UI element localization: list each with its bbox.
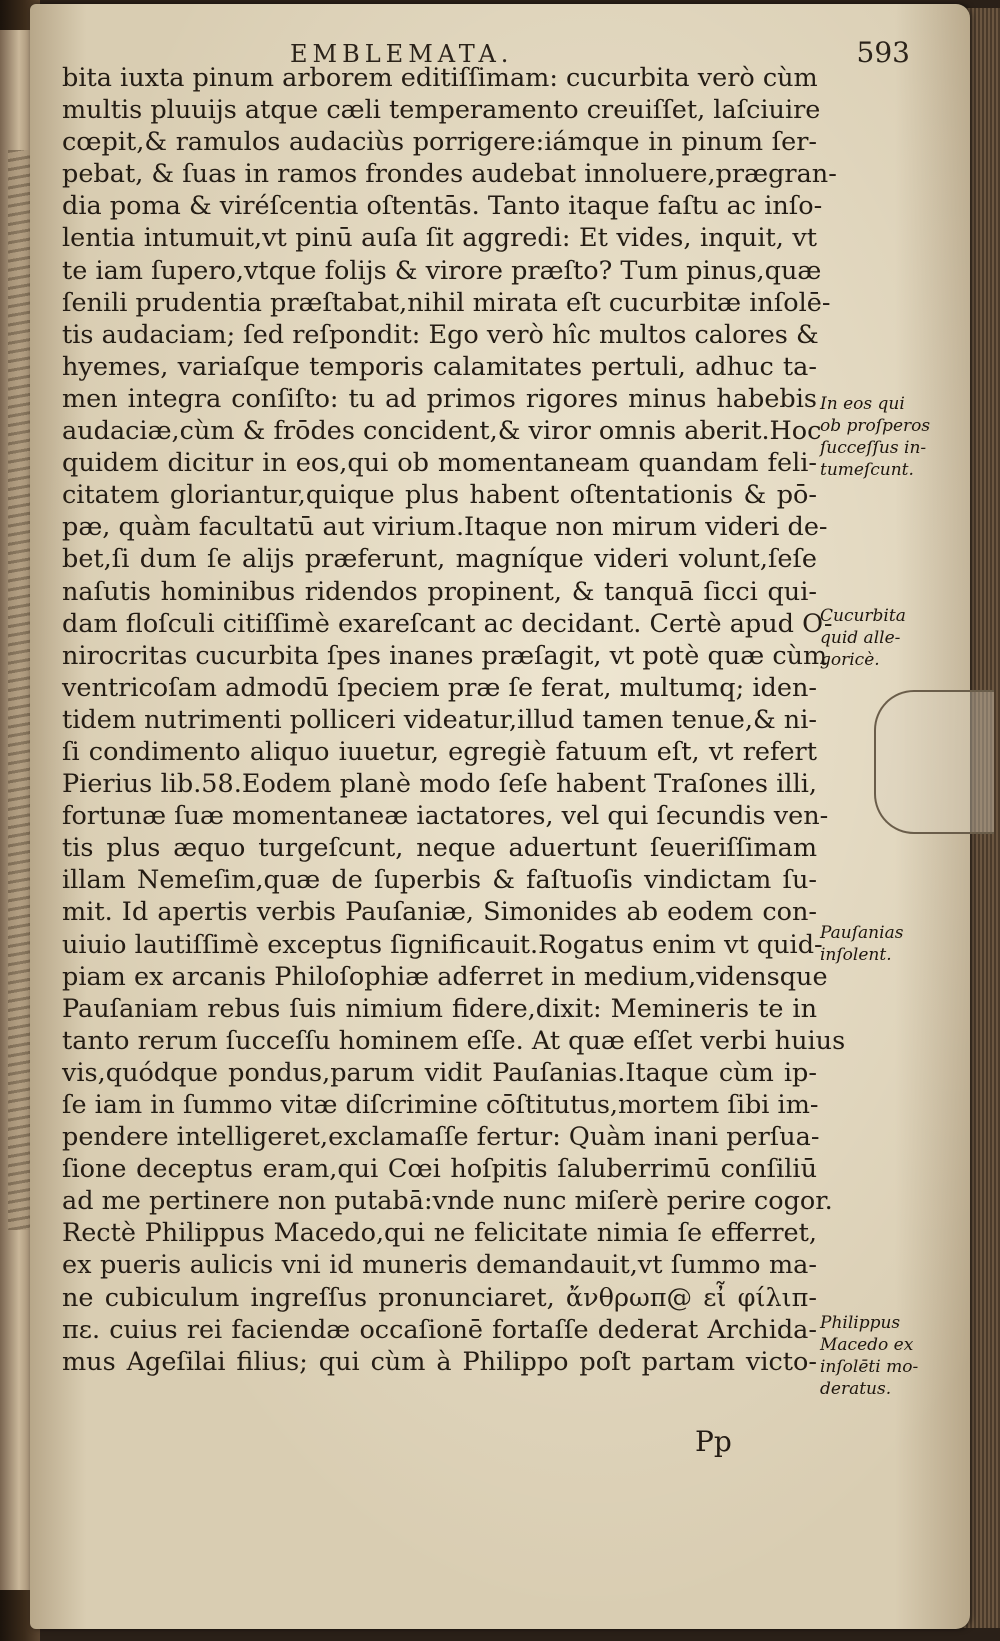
text-line: te iam ſupero,vtque folijs & virore præſto? Tum pinus,quæ (62, 255, 822, 286)
text-line: dia poma & viréſcentia oſtentās. Tanto itaque faſtu ac inſo- (62, 191, 823, 222)
text-line: lentia intumuit,vt pinū auſa ſit aggredi: Et vides, inquit, vt (62, 223, 817, 254)
text-line: mus Ageſilai filius; qui cùm à Philippo poſt partam victo- (62, 1346, 817, 1377)
text-line: ad me pertinere non putabā:vnde nunc miſerè perire cogor. (62, 1186, 833, 1217)
margin-note-line: inſolēti mo- (820, 1357, 919, 1377)
text-line: ſe iam in ſummo vitæ diſcrimine cōſtitutus,mortem ſibi im- (62, 1090, 819, 1120)
text-line: citatem gloriantur,quique plus habent oſtentationis & pō- (62, 480, 817, 511)
margin-note-line: ob proſperos (820, 416, 931, 436)
text-line: ſi condimento aliquo iuuetur, egregiè fatuum eſt, vt refert (62, 736, 817, 767)
margin-note-line: tumeſcunt. (820, 460, 914, 480)
text-line: tanto rerum ſucceſſu hominem eſſe. At quæ eſſet verbi huius (62, 1025, 846, 1056)
text-line: tidem nutrimenti polliceri videatur,illud tamen tenue,& ni- (62, 704, 818, 735)
text-line: nirocritas cucurbita ſpes inanes præſagit, vt potè quæ cùm (62, 640, 828, 671)
text-line: pendere intelligeret,exclamaſſe fertur: Quàm inani perſua- (62, 1122, 820, 1153)
margin-note-line: Philippus (820, 1313, 901, 1333)
text-line: naſutis hominibus ridendos propinent, & tanquā ſicci qui- (62, 576, 817, 607)
margin-note-line: Macedo ex (820, 1335, 914, 1355)
text-line: illam Nemeſim,quæ de ſuperbis & faſtuoſis vindictam ſu- (62, 865, 817, 896)
margin-note (820, 393, 940, 481)
text-line: hyemes, variaſque temporis calamitates pertuli, adhuc ta- (62, 351, 817, 382)
bookmark-tab (874, 690, 994, 834)
text-line: fortunæ ſuæ momentaneæ iactatores, vel qui ſecundis ven- (62, 801, 829, 832)
margin-note-line: ſucceſſus in- (820, 438, 927, 458)
text-line: dam floſculi citiſſimè exareſcant ac decidant. Certè apud O- (62, 608, 833, 639)
text-line: Pauſaniam rebus ſuis nimium fidere,dixit: Memineris te in (62, 993, 817, 1024)
text-line: bet,ſi dum ſe alijs præferunt, magníque videri volunt,ſeſe (62, 544, 817, 575)
text-line: ex pueris aulicis vni id muneris demandauit,vt ſummo ma- (62, 1250, 817, 1281)
text-line: ventricoſam admodū ſpeciem præ ſe ferat, multumq; iden- (62, 672, 817, 703)
text-line: quidem dicitur in eos,qui ob momentaneam quandam feli- (62, 448, 817, 479)
text-line: bita iuxta pinum arborem editiſſimam: cucurbita verò cùm (62, 63, 818, 93)
text-line: pebat, & ſuas in ramos frondes audebat innoluere,prægran- (62, 159, 837, 190)
margin-note (820, 1312, 940, 1400)
margin-note (820, 605, 940, 671)
catchword: Pp (695, 1425, 732, 1458)
text-line: vis,quódque pondus,parum vidit Pauſanias.Itaque cùm ip- (62, 1057, 817, 1088)
text-line: Pierius lib.58.Eodem planè modo ſeſe habent Traſones illi, (62, 769, 817, 800)
running-title: EMBLEMATA. (290, 40, 514, 68)
text-line: ſione deceptus eram,qui Cœi hoſpitis ſaluberrimū conſiliū (62, 1154, 817, 1185)
margin-note-line: In eos qui (820, 394, 905, 414)
text-line: cœpit,& ramulos audaciùs porrigere:iámque in pinum ſer- (62, 127, 817, 158)
text-line: uiuio lautiſſimè exceptus ſignificauit.Rogatus enim vt quid- (62, 929, 823, 960)
margin-note-line: inſolent. (820, 945, 892, 965)
text-line: piam ex arcanis Philoſophiæ adferret in medium,vidensque (62, 961, 828, 992)
text-line: pæ, quàm facultatū aut virium.Itaque non mirum videri de- (62, 512, 828, 543)
text-line: ſenili prudentia præſtabat,nihil mirata eſt cucurbitæ inſolē- (62, 287, 831, 318)
margin-note-line: deratus. (820, 1379, 892, 1399)
page-number: 593 (856, 36, 910, 69)
text-line: πε. cuius rei faciendæ occaſionē fortaſſe dederat Archida- (62, 1314, 817, 1345)
text-line: tis plus æquo turgeſcunt, neque aduertunt ſeueriſſimam (62, 833, 817, 864)
text-line: tis audaciam; ſed reſpondit: Ego verò hîc multos calores & (62, 319, 819, 350)
margin-note-line: Pauſanias (820, 923, 904, 943)
text-line: audaciæ,cùm & frōdes concident,& viror omnis aberit.Hoc (62, 416, 822, 447)
margin-note-line: goricè. (820, 650, 880, 670)
text-line: mit. Id apertis verbis Pauſaniæ, Simonides ab eodem con- (62, 897, 817, 928)
text-line: ne cubiculum ingreſſus pronunciaret, ἄνθρωπ@ εἶ φίλιπ- (62, 1282, 817, 1313)
margin-note-line: quid alle- (820, 628, 901, 648)
text-line: multis pluuijs atque cæli temperamento creuiſſet, laſciuire (62, 95, 821, 126)
text-line: Rectè Philippus Macedo,qui ne felicitate nimia ſe efferret, (62, 1218, 817, 1249)
text-line: men integra conſiſto: tu ad primos rigores minus habebis (62, 383, 817, 414)
margin-note (820, 922, 940, 966)
body-text (62, 62, 846, 1378)
margin-note-line: Cucurbita (820, 606, 906, 626)
